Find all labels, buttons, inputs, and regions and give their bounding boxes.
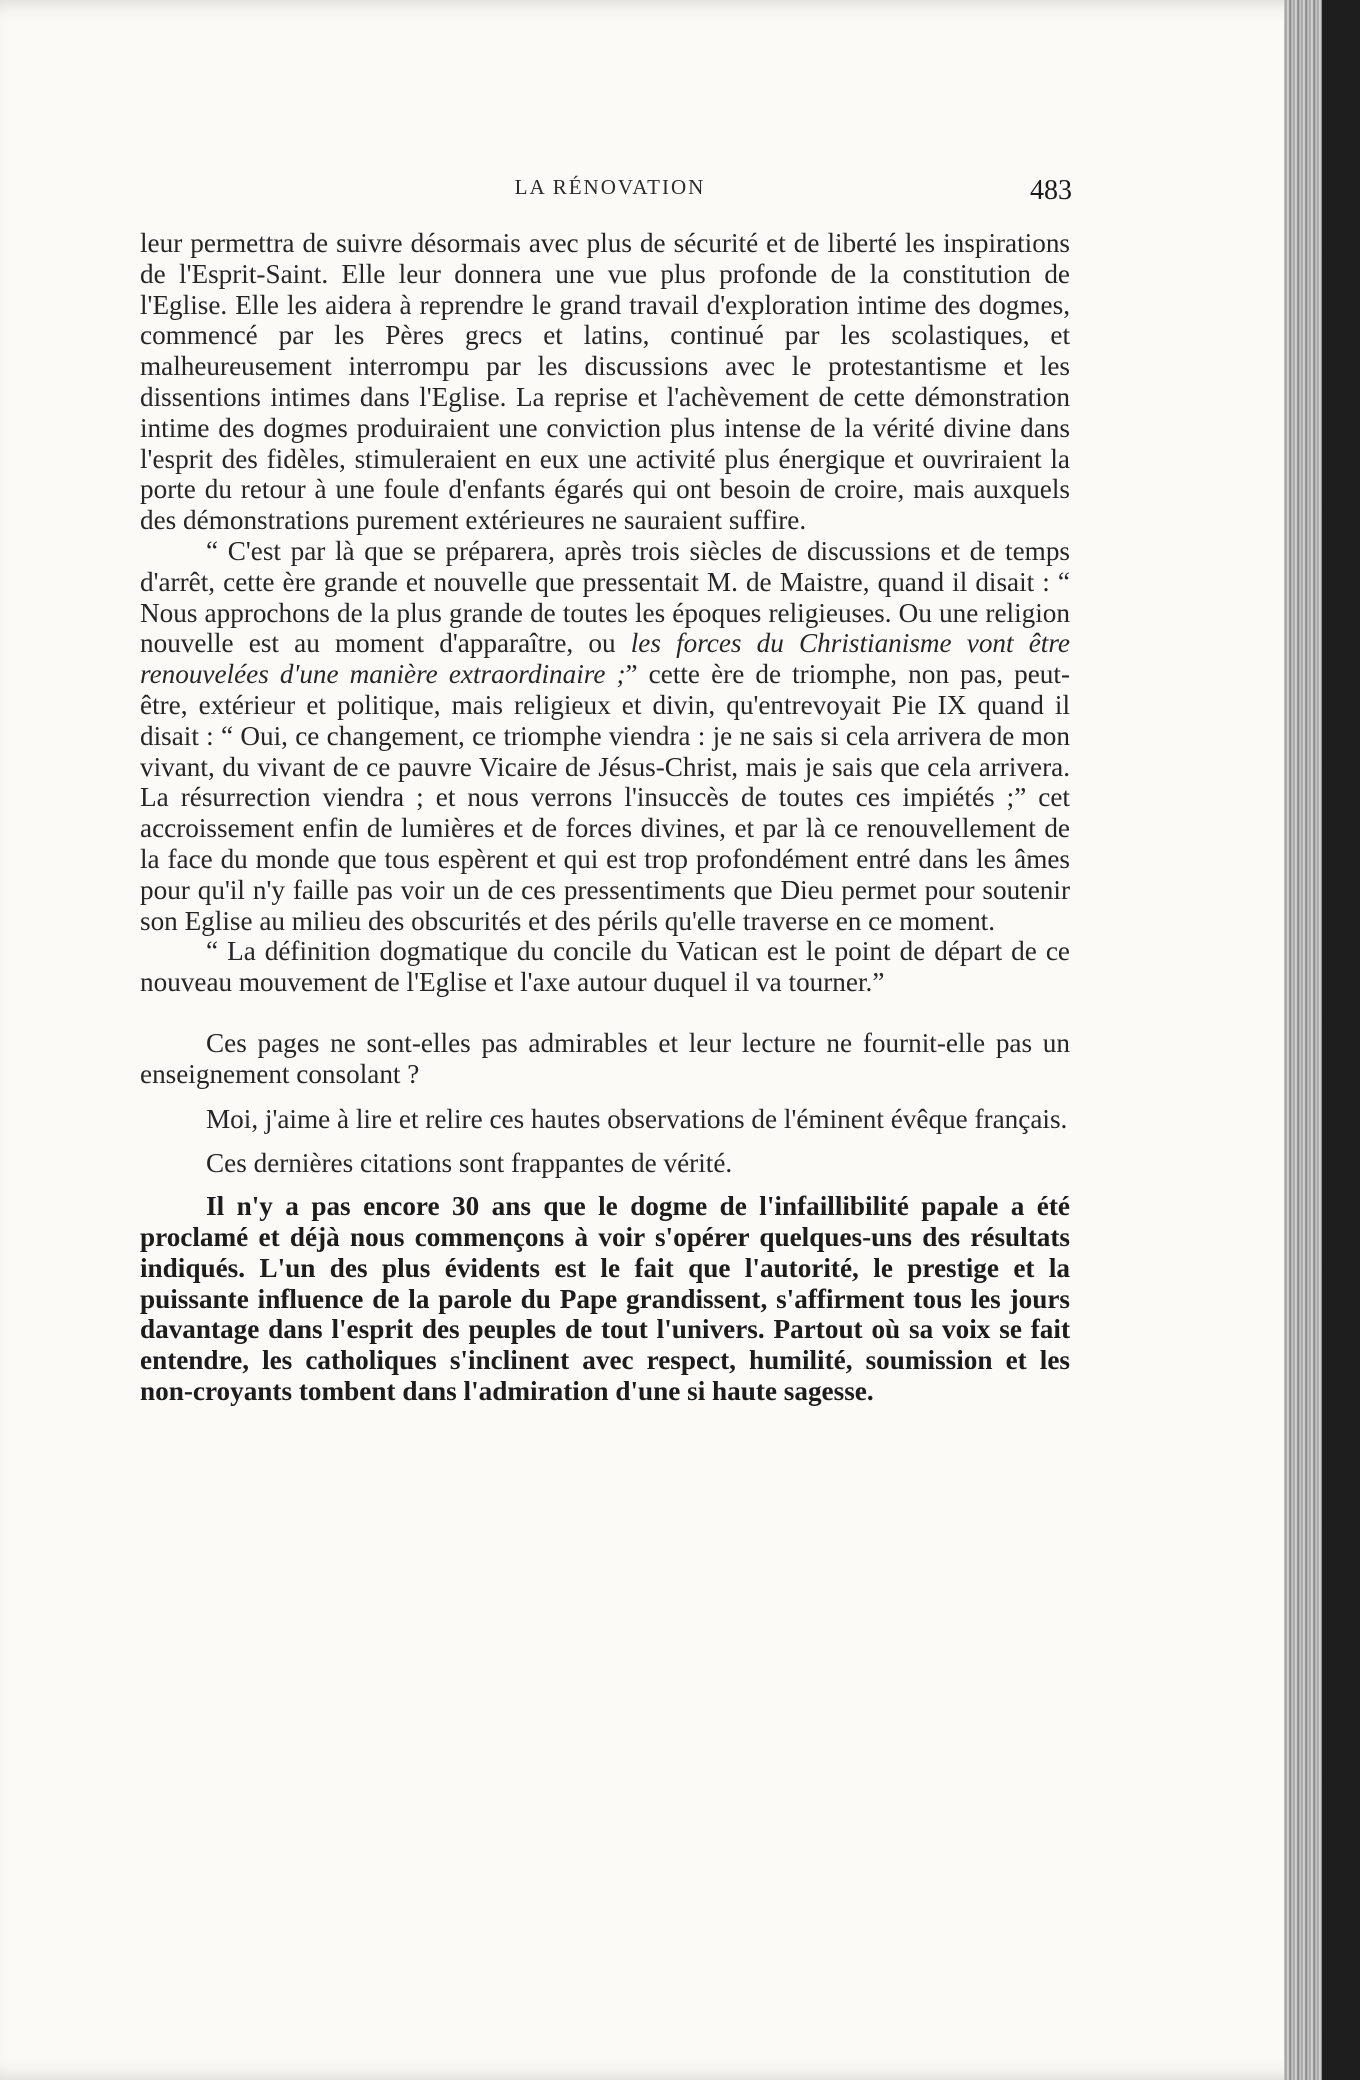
paragraph-continuation xyxy=(140,228,1070,536)
paragraph-text: Ces dernières citations sont frappantes de vérité. xyxy=(206,1148,733,1179)
paragraph-text: “ La définition dogmatique du concile du Vatican est le point de départ de ce nouveau mouvement de l'Eglise et l'axe autour duquel il va tourner.” xyxy=(140,936,1070,998)
paragraph-commentary-3 xyxy=(140,1148,1070,1179)
page-number: 483 xyxy=(1030,175,1072,206)
paragraph-text: ” cette ère de triomphe, non pas, peut-être, extérieur et politique, mais religieux et divin, qu'entrevoyait Pie IX quand il disait : “ Oui, ce changement, ce triomphe viendra : je ne sais si cela arrivera de mon vivant, du vivant de ce pauvre Vicaire de Jésus-Christ, mais je sais que cela arrivera. La résurrection viendra ; et nous verrons l'insuccès de toutes ces impiétés ;” cet accroissement enfin de lumières et de forces divines, et par là ce renouvellement de la face du monde que tous espèrent et qui est trop profondément entré dans les âmes pour qu'il n'y faille pas voir un de ces pressentiments que Dieu permet pour soutenir son Eglise au milieu des obscurités et des périls qu'elle traverse en ce moment. xyxy=(140,659,1071,936)
running-title: LA RÉNOVATION xyxy=(514,175,706,199)
italic-quotation: les forces du Christianisme vont être renouvelées d'une manière extraordinaire ; xyxy=(140,628,1070,690)
body-text xyxy=(140,228,1070,1407)
paragraph-text: Il n'y a pas encore 30 ans que le dogme de l'infaillibilité papale a été proclamé et déjà nous commençons à voir s'opérer quelques-uns des résultats indiqués. L'un des plus évidents est le fait que l'autorité, le prestige et la puissante influence de la parole du Pape grandissent, s'affirment tous les jours davantage dans l'esprit des peuples de tout l'univers. Partout où sa voix se fait entendre, les catholiques s'inclinent avec respect, humilité, soumission et les non-croyants tombent dans l'admiration d'une si haute sagesse. xyxy=(140,1191,1070,1406)
paragraph-commentary-2 xyxy=(140,1104,1070,1135)
paragraph-commentary-1 xyxy=(140,1028,1070,1090)
page-edge-stack xyxy=(1284,0,1322,2080)
paragraph-quote-2 xyxy=(140,936,1070,998)
paragraph-text: “ C'est par là que se préparera, après trois siècles de discussions et de temps d'arrêt, cette ère grande et nouvelle que pressentait M. de Maistre, quand il disait : “ Nous approchons de la plus grande de toutes les époques religieuses. Ou une religion nouvelle est au moment d'apparaître, ou xyxy=(140,535,1070,659)
paragraph-text: leur permettra de suivre désormais avec plus de sécurité et de liberté les inspirations de l'Esprit-Saint. Elle leur donnera une vue plus profonde de la constitution de l'Eglise. Elle les aidera à reprendre le grand travail d'exploration intime des dogmes, commencé par les Pères grecs et latins, continué par les scolastiques, et malheureusement interrompu par les discussions avec le protestantisme et les dissentions intimes dans l'Eglise. La reprise et l'achèvement de cette démonstration intime des dogmes produiraient une conviction plus intense de la vérité divine dans l'esprit des fidèles, stimuleraient en eux une activité plus énergique et ouvriraient la porte du retour à une foule d'enfants égarés qui ont besoin de croire, mais auxquels des démonstrations purement extérieures ne sauraient suffire. xyxy=(140,228,1070,536)
paragraph-text: Moi, j'aime à lire et relire ces hautes observations de l'éminent évêque français. xyxy=(206,1103,1068,1134)
paragraph-text: Ces pages ne sont-elles pas admirables et leur lecture ne fournit-elle pas un enseignement consolant ? xyxy=(140,1027,1070,1089)
running-head xyxy=(140,175,1080,215)
paragraph-commentary-4 xyxy=(140,1191,1070,1407)
paragraph-quote-1 xyxy=(140,536,1070,936)
